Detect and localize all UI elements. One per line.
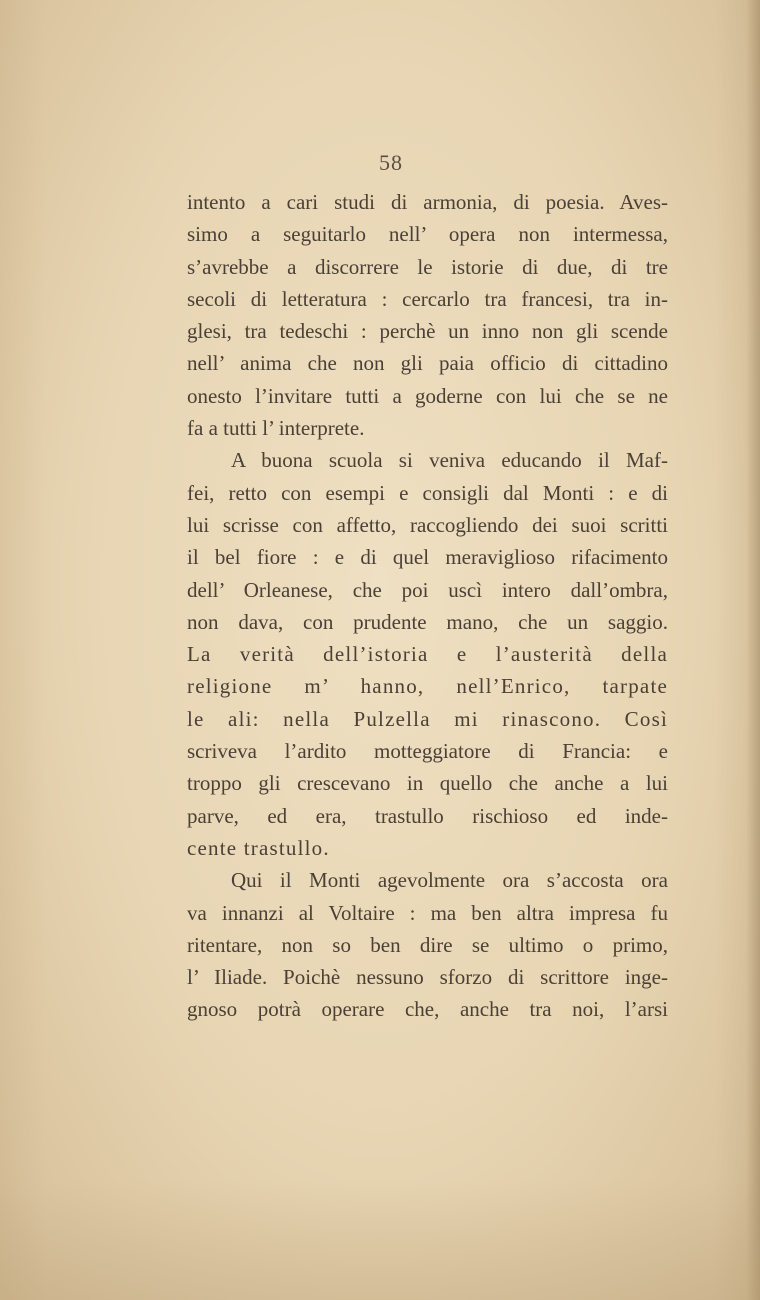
page-number: 58: [379, 150, 403, 175]
page-bottom-shadow: [0, 1180, 760, 1300]
text-line: onesto l’invitare tutti a goderne con lui che se ne: [187, 383, 668, 408]
page-edge-shadow: [746, 0, 760, 1300]
text-line: ritentare, non so ben dire se ultimo o primo,: [187, 932, 668, 957]
body-text: [187, 186, 668, 1026]
text-line: dell’ Orleanese, che poi uscì intero dall’ombra,: [187, 577, 668, 602]
text-line: glesi, tra tedeschi : perchè un inno non gli scende: [187, 319, 668, 344]
text-line: A buona scuola si veniva educando il Maf-: [231, 448, 668, 473]
text-line: troppo gli crescevano in quello che anche a lui: [187, 771, 668, 796]
text-line: va innanzi al Voltaire : ma ben altra impresa fu: [187, 900, 668, 925]
text-line: simo a seguitarlo nell’ opera non intermessa,: [187, 222, 668, 247]
quote-line: La verità dell’istoria e l’austerità della: [187, 642, 668, 667]
text-line: Qui il Monti agevolmente ora s’accosta ora: [231, 868, 668, 893]
text-line: gnoso potrà operare che, anche tra noi, l’arsi: [187, 997, 668, 1022]
text-line: intento a cari studi di armonia, di poesia. Aves-: [187, 190, 668, 214]
text-line: secoli di letteratura : cercarlo tra francesi, tra in-: [187, 286, 668, 311]
quote-line: religione m’ hanno, nell’Enrico, tarpate: [187, 674, 668, 699]
text-line: fei, retto con esempi e consigli dal Monti : e di: [187, 480, 668, 505]
text-line: lui scrisse con affetto, raccogliendo dei suoi scritti: [187, 512, 668, 537]
text-line: s’avrebbe a discorrere le istorie di due, di tre: [187, 254, 668, 279]
text-line: il bel fiore : e di quel meraviglioso rifacimento: [187, 545, 668, 570]
text-line: cente trastullo.: [187, 835, 330, 860]
text-line: non dava, con prudente mano, che un saggio.: [187, 609, 668, 634]
quote-line: le ali: nella Pulzella mi rinascono. Così: [187, 706, 668, 731]
text-line: scriveva l’ardito motteggiatore di Francia: e: [187, 739, 668, 764]
text-line: parve, ed era, trastullo rischioso ed inde-: [187, 803, 668, 828]
text-line: fa a tutti l’ interprete.: [187, 416, 365, 441]
text-line: l’ Iliade. Poichè nessuno sforzo di scrittore inge-: [187, 965, 668, 990]
text-line: nell’ anima che non gli paia officio di cittadino: [187, 351, 668, 376]
